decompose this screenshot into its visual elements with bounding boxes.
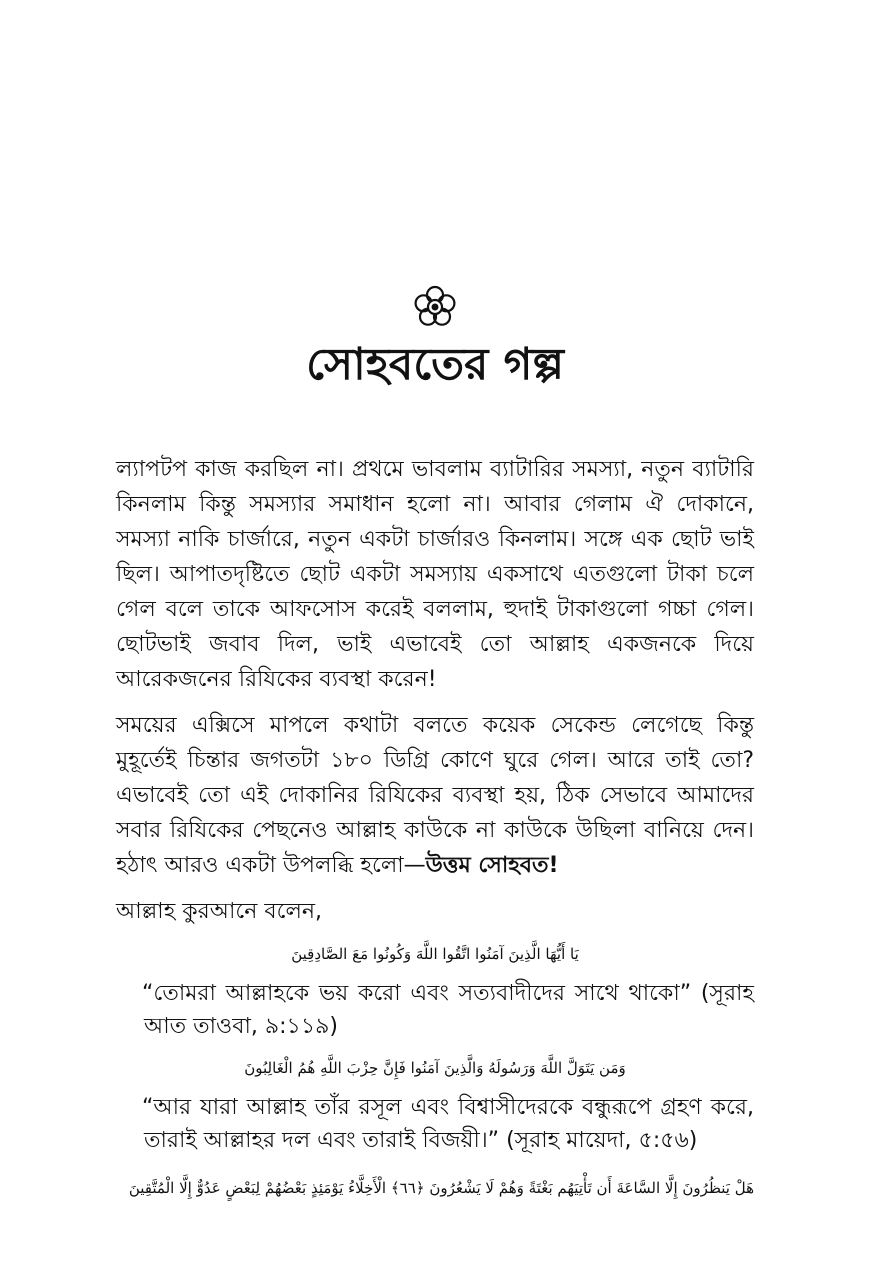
- paragraph: ল্যাপটপ কাজ করছিল না। প্রথমে ভাবলাম ব্যাটারির সমস্যা, নতুন ব্যাটারি কিনলাম কিন্তু সমস্যার সমাধান হলো না। আবার গেলাম ঐ দোকানে, সমস্যা নাকি চার্জারে, নতুন একটা চার্জারও কিনলাম। সঙ্গে এক ছোট ভাই ছিল। আপাতদৃষ্টিতে ছোট একটা সমস্যায় একসাথে এতগুলো টাকা চলে গেল বলে তাকে আফসোস করেই বললাম, হুদাই টাকাগুলো গচ্চা গেল। ছোটভাই জবাব দিল, ভাই এভাবেই তো আল্লাহ একজনকে দিয়ে আরেকজনের রিযিকের ব্যবস্থা করেন!: [116, 457, 754, 692]
- chapter-title: সোহবতের গল্প: [306, 339, 564, 390]
- arabic-verse: هَلْ يَنظُرُونَ إِلَّا السَّاعَةَ أَن تَأْتِيَهُم بَغْتَةً وَهُمْ لَا يَشْعُرُونَ ﴿٦٦﴾ الْأَخِلَّاءُ يَوْمَئِذٍ بَعْضُهُمْ لِبَعْضٍ عَدُوٌّ إِلَّا الْمُتَّقِينَ: [128, 1179, 754, 1197]
- paragraph: [116, 708, 754, 883]
- flower-icon: [411, 283, 459, 331]
- chapter-body: [116, 452, 754, 1211]
- emphasis-text: উত্তম সোহবত!: [425, 853, 559, 878]
- arabic-verse: يَا أَيُّهَا الَّذِينَ آمَنُوا اتَّقُوا اللَّهَ وَكُونُوا مَعَ الصَّادِقِينَ: [291, 945, 579, 963]
- paragraph-text: সময়ের এক্সিসে মাপলে কথাটা বলতে কয়েক সেকেন্ড লেগেছে কিন্তু মুহূর্তেই চিন্তার জগতটা ১৮০ ডিগ্রি কোণে ঘুরে গেল। আরে তাই তো? এভাবেই তো এই দোকানির রিযিকের ব্যবস্থা হয়, ঠিক সেভাবে আমাদের সবার রিযিকের পেছনেও আল্লাহ কাউকে না কাউকে উছিলা বানিয়ে দেন। হঠাৎ আরও একটা উপলব্ধি হলো—: [116, 713, 754, 878]
- quran-intro: আল্লাহ কুরআনে বলেন,: [116, 899, 322, 924]
- verse-translation: “আর যারা আল্লাহ তাঁর রসূল এবং বিশ্বাসীদেরকে বন্ধুরূপে গ্রহণ করে, তারাই আল্লাহর দল এবং তারাই বিজয়ী।” (সূরাহ মায়েদা, ৫:৫৬): [142, 1095, 754, 1153]
- arabic-verse: وَمَن يَتَوَلَّ اللَّهَ وَرَسُولَهُ وَالَّذِينَ آمَنُوا فَإِنَّ حِزْبَ اللَّهِ هُمُ الْغَالِبُونَ: [244, 1059, 626, 1077]
- verse-translation: “তোমরা আল্লাহকে ভয় করো এবং সত্যবাদীদের সাথে থাকো” (সূরাহ আত তাওবা, ৯:১১৯): [142, 981, 754, 1039]
